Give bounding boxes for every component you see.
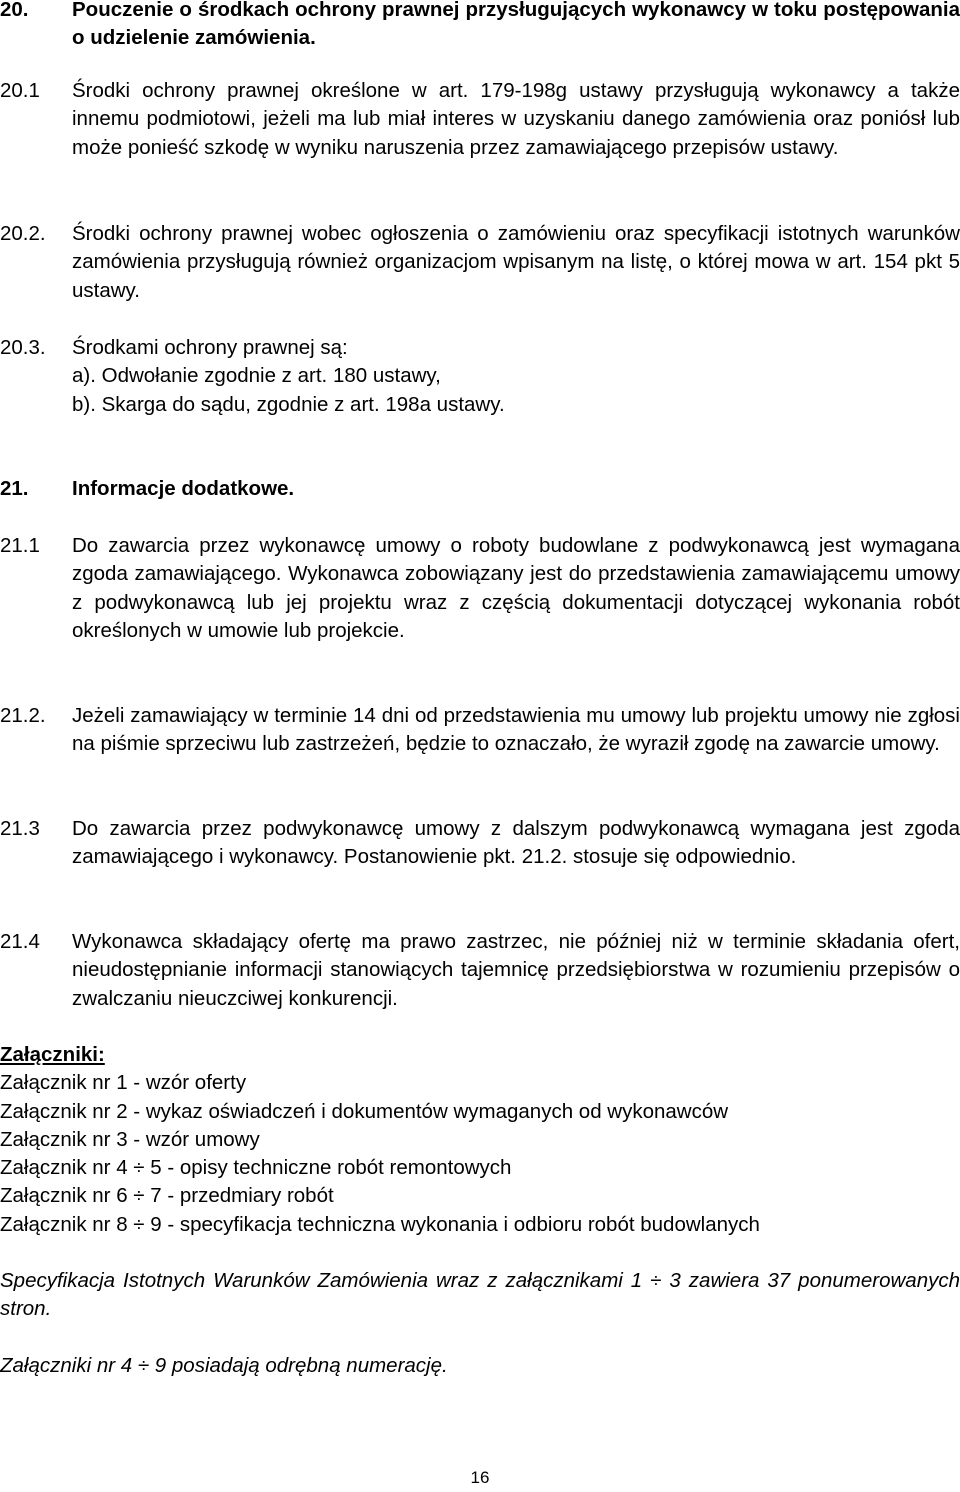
list-item-b: b). Skarga do sądu, zgodnie z art. 198a ustawy.	[72, 392, 505, 416]
paragraph-number: 21.4	[0, 930, 40, 953]
attachment-item: Załącznik nr 6 ÷ 7 - przedmiary robót	[0, 1184, 334, 1208]
paragraph-number: 21.2.	[0, 704, 46, 727]
section-20-heading	[0, 0, 960, 53]
paragraph-21-2	[0, 702, 960, 759]
paragraph-text: Środki ochrony prawnej wobec ogłoszenia o zamówieniu oraz specyfikacji istotnych warunków zamówienia przysługują również organizacjom wpisanym na listę, o której mowa w art. 154 pkt 5 ustawy.	[72, 222, 960, 302]
attachments-block	[0, 1041, 960, 1239]
paragraph-number: 20.2.	[0, 222, 46, 245]
paragraph-21-3	[0, 815, 960, 872]
paragraph-text: Jeżeli zamawiający w terminie 14 dni od przedstawienia mu umowy lub projektu umowy nie zgłosi na piśmie sprzeciwu lub zastrzeżeń, będzie to oznaczało, że wyraził zgodę na zawarcie umowy.	[72, 704, 960, 756]
section-number: 21.	[0, 477, 29, 500]
paragraph-number: 20.1	[0, 79, 40, 102]
paragraph-text: Do zawarcia przez podwykonawcę umowy z dalszym podwykonawcą wymagana jest zgoda zamawiającego i wykonawcy. Postanowienie pkt. 21.2. stosuje się odpowiednio.	[72, 817, 960, 869]
paragraph-text: Środkami ochrony prawnej są:	[72, 336, 348, 359]
paragraph-text: Do zawarcia przez wykonawcę umowy o roboty budowlane z podwykonawcą jest wymagana zgoda zamawiającego. Wykonawca zobowiązany jest do przedstawienia zamawiającemu umowy z podwykonawcą lub jej projektu wraz z częścią dokumentacji dotyczącej wykonania robót określonych w umowie lub projekcie.	[72, 534, 960, 642]
section-21-heading	[0, 475, 960, 503]
attachment-item: Załącznik nr 4 ÷ 5 - opisy techniczne robót remontowych	[0, 1156, 512, 1180]
attachments-heading: Załączniki:	[0, 1043, 105, 1066]
paragraph-number: 21.1	[0, 534, 40, 557]
page-count-note: Specyfikacja Istotnych Warunków Zamówienia wraz z załącznikami 1 ÷ 3 zawiera 37 ponumerowanych stron.	[0, 1269, 960, 1321]
paragraph-21-4	[0, 928, 960, 1013]
paragraph-20-3	[0, 334, 960, 419]
paragraph-number: 21.3	[0, 817, 40, 840]
paragraph-21-1	[0, 532, 960, 645]
page-number: 16	[470, 1468, 490, 1487]
section-title: Pouczenie o środkach ochrony prawnej przysługujących wykonawcy w toku postępowania o udzielenie zamówienia.	[72, 0, 960, 50]
attachment-item: Załącznik nr 1 - wzór oferty	[0, 1071, 247, 1095]
attachment-item: Załącznik nr 2 - wykaz oświadczeń i dokumentów wymaganych od wykonawców	[0, 1099, 729, 1123]
paragraph-text: Wykonawca składający ofertę ma prawo zastrzec, nie później niż w terminie składania ofert, nieudostępnianie informacji stanowiących tajemnicę przedsiębiorstwa w rozumieniu przepisów o zwalczaniu nieuczciwej konkurencji.	[72, 930, 960, 1010]
paragraph-20-1	[0, 77, 960, 162]
numbering-note: Załączniki nr 4 ÷ 9 posiadają odrębną numerację.	[0, 1354, 448, 1377]
attachment-item: Załącznik nr 3 - wzór umowy	[0, 1127, 260, 1151]
paragraph-20-2	[0, 220, 960, 305]
attachment-item: Załącznik nr 8 ÷ 9 - specyfikacja techniczna wykonania i odbioru robót budowlanych	[0, 1212, 760, 1236]
paragraph-text: Środki ochrony prawnej określone w art. 179-198g ustawy przysługują wykonawcy a także innemu podmiotowi, jeżeli ma lub miał interes w uzyskaniu danego zamówienia oraz poniósł lub może ponieść szkodę w wyniku naruszenia przez zamawiającego przepisów ustawy.	[72, 79, 960, 159]
section-title: Informacje dodatkowe.	[72, 477, 295, 500]
section-number: 20.	[0, 0, 29, 21]
list-item-a: a). Odwołanie zgodnie z art. 180 ustawy,	[72, 364, 441, 388]
paragraph-number: 20.3.	[0, 336, 46, 359]
